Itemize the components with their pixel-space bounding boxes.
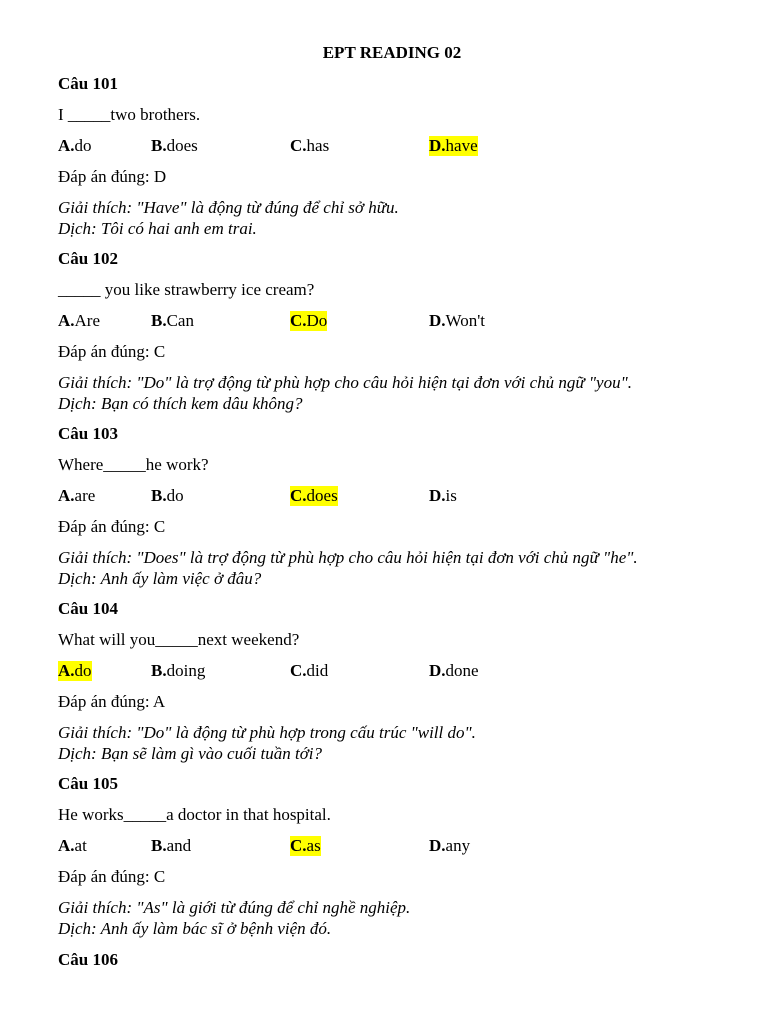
- option-text: doing: [166, 661, 206, 680]
- option-b: [151, 136, 198, 156]
- question-prompt: I _____two brothers.: [58, 105, 201, 124]
- option-b: [151, 311, 194, 331]
- option-text: as: [306, 836, 321, 855]
- explanation-line: Giải thích: "As" là giới từ đúng để chỉ nghề nghiệp.: [58, 898, 411, 917]
- option-text: at: [74, 836, 87, 855]
- answer-line: Đáp án đúng: C: [58, 517, 166, 536]
- option-text: Won't: [445, 311, 486, 330]
- option-letter: A.: [58, 136, 75, 155]
- answer-line: Đáp án đúng: C: [58, 867, 166, 886]
- question-prompt: He works_____a doctor in that hospital.: [58, 805, 331, 824]
- option-a: [58, 136, 92, 156]
- option-c: [290, 486, 338, 506]
- translation-line: Dịch: Bạn sẽ làm gì vào cuối tuần tới?: [58, 744, 323, 763]
- option-letter: A.: [58, 661, 75, 680]
- option-letter: B.: [151, 836, 167, 855]
- option-text: and: [166, 836, 192, 855]
- translation-line: Dịch: Anh ấy làm bác sĩ ở bệnh viện đó.: [58, 919, 332, 938]
- option-text: does: [166, 136, 198, 155]
- option-letter: C.: [290, 486, 307, 505]
- option-text: is: [445, 486, 457, 505]
- translation-line: Dịch: Anh ấy làm việc ở đâu?: [58, 569, 262, 588]
- question-label: Câu 105: [58, 774, 118, 793]
- question-prompt: Where_____he work?: [58, 455, 209, 474]
- option-d: [429, 486, 457, 506]
- option-letter: B.: [151, 136, 167, 155]
- answer-line: Đáp án đúng: C: [58, 342, 166, 361]
- option-d: [429, 136, 478, 156]
- option-letter: D.: [429, 661, 446, 680]
- question-prompt: What will you_____next weekend?: [58, 630, 300, 649]
- question-label: Câu 102: [58, 249, 118, 268]
- option-c: [290, 136, 329, 156]
- option-text: has: [306, 136, 330, 155]
- document-title: EPT READING 02: [322, 43, 462, 62]
- option-c: [290, 311, 327, 331]
- option-a: [58, 486, 95, 506]
- option-text: Can: [166, 311, 194, 330]
- option-text: do: [74, 136, 92, 155]
- option-letter: C.: [290, 836, 307, 855]
- option-text: do: [74, 661, 92, 680]
- option-letter: D.: [429, 836, 446, 855]
- option-b: [151, 661, 205, 681]
- option-letter: A.: [58, 486, 75, 505]
- option-letter: C.: [290, 311, 307, 330]
- question-prompt: _____ you like strawberry ice cream?: [58, 280, 315, 299]
- option-text: done: [445, 661, 479, 680]
- option-a: [58, 836, 87, 856]
- question-label: Câu 103: [58, 424, 118, 443]
- translation-line: Dịch: Tôi có hai anh em trai.: [58, 219, 257, 238]
- explanation-line: Giải thích: "Have" là động từ đúng để chỉ sở hữu.: [58, 198, 399, 217]
- option-d: [429, 836, 470, 856]
- option-text: are: [74, 486, 96, 505]
- option-d: [429, 311, 485, 331]
- option-letter: B.: [151, 661, 167, 680]
- option-c: [290, 836, 321, 856]
- option-text: any: [445, 836, 471, 855]
- option-text: Do: [306, 311, 328, 330]
- option-c: [290, 661, 328, 681]
- option-letter: D.: [429, 486, 446, 505]
- option-letter: B.: [151, 311, 167, 330]
- explanation-line: Giải thích: "Do" là động từ phù hợp trong cấu trúc "will do".: [58, 723, 476, 742]
- question-label: Câu 101: [58, 74, 118, 93]
- option-b: [151, 486, 184, 506]
- option-letter: A.: [58, 311, 75, 330]
- option-a: [58, 661, 92, 681]
- next-question-label: Câu 106: [58, 950, 118, 969]
- question-label: Câu 104: [58, 599, 118, 618]
- option-letter: A.: [58, 836, 75, 855]
- option-text: does: [306, 486, 338, 505]
- answer-line: Đáp án đúng: A: [58, 692, 166, 711]
- option-text: do: [166, 486, 184, 505]
- translation-line: Dịch: Bạn có thích kem dâu không?: [58, 394, 303, 413]
- option-letter: D.: [429, 136, 446, 155]
- option-text: have: [445, 136, 478, 155]
- option-a: [58, 311, 100, 331]
- explanation-line: Giải thích: "Does" là trợ động từ phù hợp cho câu hỏi hiện tại đơn với chủ ngữ "he".: [58, 548, 638, 567]
- option-b: [151, 836, 191, 856]
- option-d: [429, 661, 479, 681]
- option-text: Are: [74, 311, 101, 330]
- option-letter: D.: [429, 311, 446, 330]
- explanation-line: Giải thích: "Do" là trợ động từ phù hợp cho câu hỏi hiện tại đơn với chủ ngữ "you".: [58, 373, 632, 392]
- option-letter: C.: [290, 136, 307, 155]
- answer-line: Đáp án đúng: D: [58, 167, 167, 186]
- option-letter: C.: [290, 661, 307, 680]
- option-text: did: [306, 661, 329, 680]
- option-letter: B.: [151, 486, 167, 505]
